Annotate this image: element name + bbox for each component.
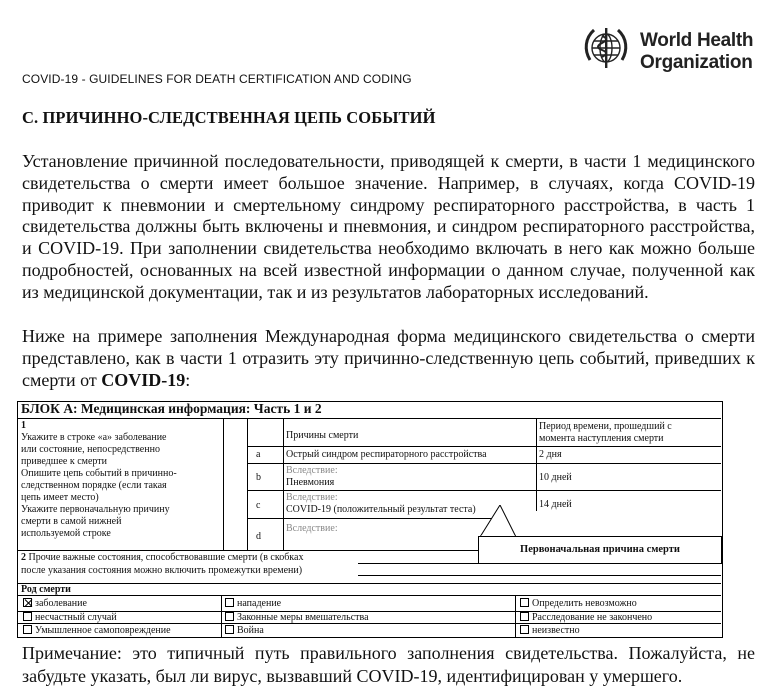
- part1-instr-3: приведшее к смерти: [21, 456, 107, 467]
- who-wordmark-line1: World Health: [640, 30, 754, 51]
- manner-selfharm[interactable]: [23, 625, 171, 637]
- manner-pending[interactable]: [520, 612, 652, 624]
- manner-selfharm-label: Умышленное самоповреждение: [35, 625, 171, 636]
- manner-war-label: Война: [237, 625, 264, 636]
- underlying-cause-callout: Первоначальная причина смерти: [478, 536, 722, 564]
- part1-instr-5: следственном порядке (если такая: [21, 480, 167, 491]
- form-title: БЛОК А: Медицинская информация: Часть 1 и 2: [21, 401, 322, 416]
- checkbox-icon[interactable]: [520, 598, 529, 607]
- col-causes-header: Причины смерти: [286, 430, 359, 441]
- checkbox-icon[interactable]: [23, 612, 32, 621]
- part2-number: 2: [21, 552, 26, 563]
- paragraph-example-colon: :: [185, 369, 191, 390]
- row-b-letter: b: [256, 472, 261, 483]
- row-b-due-to: Вследствие:: [286, 465, 338, 476]
- paragraph-example-text: Ниже на примере заполнения Международная форма медицинского свидетельства о смерти представлено, как в части 1 отразить эту причинно-следственную цепь событий, приведших к смерти от: [22, 326, 755, 390]
- who-wordmark-line2: Organization: [640, 52, 753, 73]
- manner-assault-label: нападение: [237, 598, 282, 609]
- checkbox-icon[interactable]: [225, 625, 234, 634]
- part1-instr-6: цепь имеет место): [21, 492, 99, 503]
- part1-instr-9: используемой строке: [21, 528, 111, 539]
- checkbox-icon[interactable]: [225, 612, 234, 621]
- manner-accident-label: несчастный случай: [35, 612, 117, 623]
- part1-instr-4: Опишите цепь событий в причинно-: [21, 468, 177, 479]
- row-c-due-to: Вследствие:: [286, 492, 338, 503]
- part2-line2: после указания состояния можно включить промежутки времени): [21, 565, 303, 576]
- manner-legal[interactable]: [225, 612, 369, 624]
- callout-pointer-icon: [478, 505, 518, 539]
- paragraph-causal-chain: Установление причинной последовательности, приводящей к смерти, в части 1 медицинского свидетельства о смерти имеет большое значение. Например, в случаях, когда COVID-19 приводит к пневмонии и смертельному синдрому респираторного расстройства, в часть 1 свидетельства должны быть включены и пневмония, и синдром респираторного расстройства, и COVID-19. При заполнении свидетельства необходимо включать в него как можно больше подробностей, основанных на всей известной информации о данном случае, полученной как из медицинской документации, так и из результатов лабораторных исследований.: [22, 151, 755, 302]
- checkbox-icon[interactable]: [23, 625, 32, 634]
- part1-instr-2: или состояние, непосредственно: [21, 444, 160, 455]
- col-interval-header-2: момента наступления смерти: [539, 433, 664, 444]
- part1-instr-8: смерти в самой нижней: [21, 516, 122, 527]
- row-d-letter: d: [256, 531, 261, 542]
- manner-undetermined[interactable]: [520, 598, 637, 610]
- row-c-interval[interactable]: 14 дней: [539, 499, 572, 510]
- paragraph-example-intro: [22, 326, 755, 391]
- note-paragraph: Примечание: это типичный путь правильного заполнения свидетельства. Пожалуйста, не забудьте указать, был ли вирус, вызвавший COVID-19, идентифицирован у умершего.: [22, 643, 755, 686]
- section-title: C. ПРИЧИННО-СЛЕДСТВЕННАЯ ЦЕПЬ СОБЫТИЙ: [22, 108, 436, 127]
- checkbox-icon[interactable]: [520, 625, 529, 634]
- row-b-cause[interactable]: Пневмония: [286, 477, 335, 488]
- col-interval-header-1: Период времени, прошедший с: [539, 421, 672, 432]
- checkbox-checked-icon[interactable]: [23, 598, 32, 607]
- row-d-due-to: Вследствие:: [286, 523, 338, 534]
- manner-assault[interactable]: [225, 598, 281, 610]
- part2-label: [21, 552, 303, 564]
- certificate-form: [17, 401, 723, 638]
- manner-war[interactable]: [225, 625, 264, 637]
- paragraph-example-bold: COVID-19: [101, 369, 186, 390]
- row-a-letter: a: [256, 449, 261, 460]
- manner-unknown-label: неизвестно: [532, 625, 580, 636]
- manner-unknown[interactable]: [520, 625, 580, 637]
- part1-instr-1: Укажите в строке «а» заболевание: [21, 432, 167, 443]
- part1-instr-7: Укажите первоначальную причину: [21, 504, 170, 515]
- checkbox-icon[interactable]: [225, 598, 234, 607]
- manner-disease-label: заболевание: [35, 598, 87, 609]
- who-emblem-icon: [580, 22, 632, 74]
- manner-accident[interactable]: [23, 612, 117, 624]
- row-b-interval[interactable]: 10 дней: [539, 472, 572, 483]
- manner-title: Род смерти: [21, 584, 71, 595]
- running-title: COVID-19 - GUIDELINES FOR DEATH CERTIFICATION AND CODING: [22, 72, 412, 86]
- row-c-cause[interactable]: COVID-19 (положительный результат теста): [286, 504, 476, 515]
- part2-line1: Прочие важные состояния, способствовавшие смерти (в скобках: [28, 552, 304, 563]
- who-wordmark: [640, 30, 753, 74]
- manner-disease[interactable]: [23, 598, 87, 610]
- part1-number: 1: [21, 420, 26, 431]
- row-a-interval[interactable]: 2 дня: [539, 449, 562, 460]
- row-a-cause[interactable]: Острый синдром респираторного расстройства: [286, 449, 487, 460]
- manner-legal-label: Законные меры вмешательства: [237, 612, 369, 623]
- row-c-letter: c: [256, 500, 261, 511]
- checkbox-icon[interactable]: [520, 612, 529, 621]
- manner-undetermined-label: Определить невозможно: [532, 598, 637, 609]
- manner-pending-label: Расследование не закончено: [532, 612, 653, 623]
